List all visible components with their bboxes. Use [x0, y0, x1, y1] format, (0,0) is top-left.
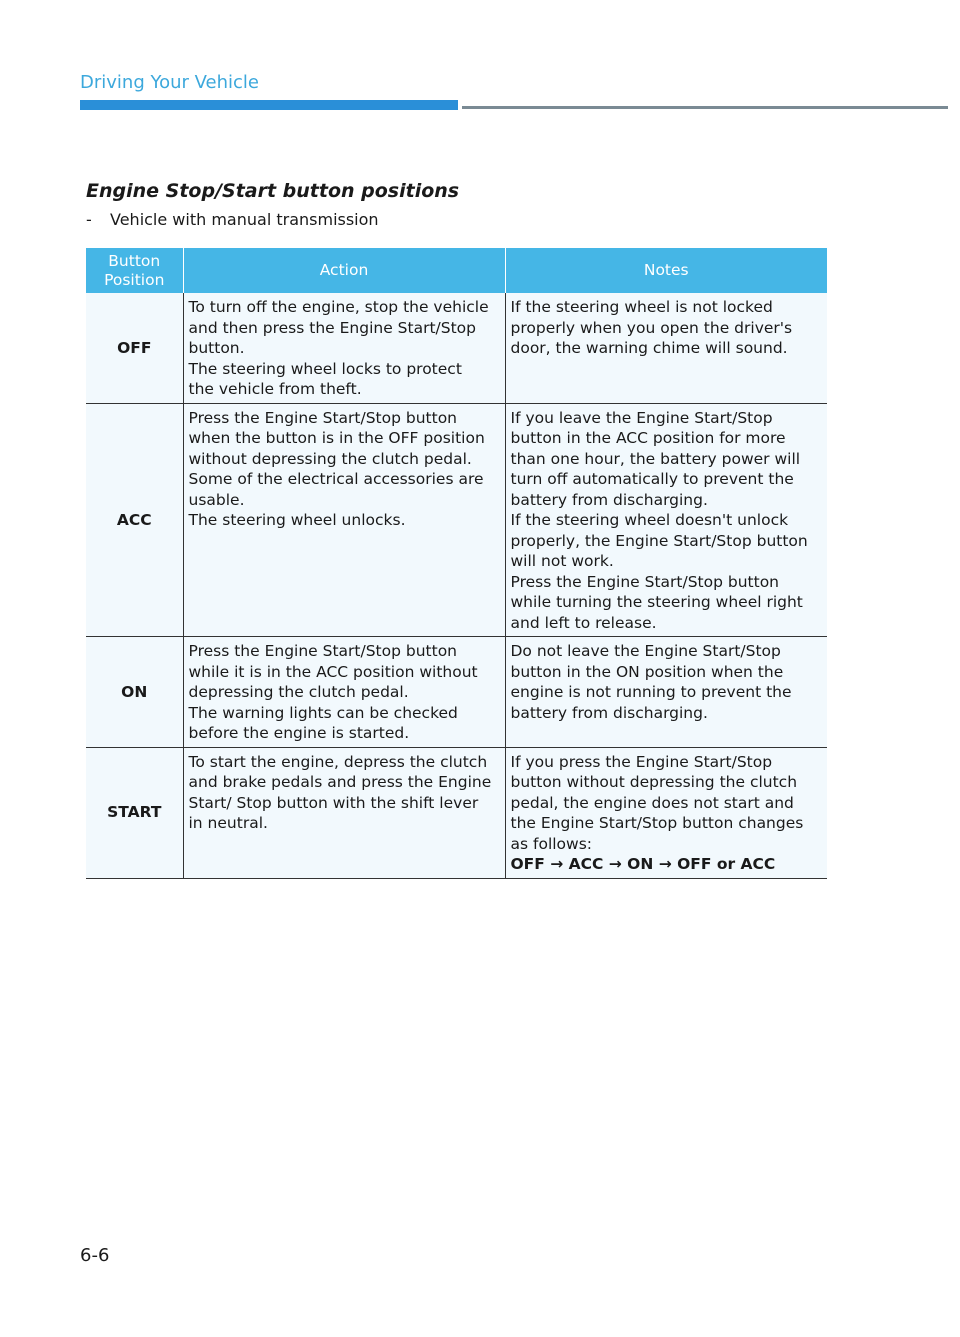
action-line: while it is in the ACC position without [188, 662, 478, 681]
notes-line: If you press the Engine Start/Stop [510, 752, 773, 771]
subline-text: Vehicle with manual transmission [110, 210, 379, 229]
cell-action [183, 637, 505, 748]
notes-line: properly when you open the driver's [510, 318, 793, 337]
action-line: in neutral. [188, 814, 268, 832]
action-line: The steering wheel locks to protect [188, 359, 462, 378]
table-header-row [86, 248, 827, 293]
header-rule-gray [462, 106, 948, 109]
notes-line: will not work. [510, 552, 614, 570]
notes-line: door, the warning chime will sound. [510, 339, 788, 357]
notes-line: button without depressing the clutch [510, 773, 798, 791]
cell-position: OFF [86, 293, 183, 403]
action-line: Press the Engine Start/Stop button [188, 408, 458, 427]
cell-notes [505, 637, 827, 748]
notes-line: while turning the steering wheel right [510, 593, 803, 611]
header-button-position [86, 248, 183, 293]
action-line: when the button is in the OFF position [188, 429, 485, 447]
notes-line: Press the Engine Start/Stop button [510, 572, 780, 591]
notes-line: than one hour, the battery power will [510, 449, 801, 468]
notes-line: as follows: [510, 834, 593, 853]
cell-position: ON [86, 637, 183, 748]
action-line: button. [188, 339, 245, 357]
notes-line: Do not leave the Engine Start/Stop [510, 642, 781, 660]
action-line: Press the Engine Start/Stop button [188, 642, 458, 660]
notes-line: button in the ACC position for more [510, 429, 786, 447]
action-line: and then press the Engine Start/Stop [188, 318, 476, 337]
cell-notes [505, 293, 827, 403]
cell-notes [505, 403, 827, 637]
action-line: before the engine is started. [188, 724, 410, 742]
action-line: Some of the electrical accessories are [188, 470, 484, 488]
header-notes: Notes [505, 248, 827, 293]
action-line: and brake pedals and press the Engine [188, 773, 492, 791]
subline-bullet: - [86, 210, 92, 229]
action-line: Start/ Stop button with the shift lever [188, 793, 479, 812]
header-rule-blue [80, 100, 458, 110]
header-action: Action [183, 248, 505, 293]
cell-notes [505, 747, 827, 878]
notes-line: turn off automatically to prevent the [510, 470, 794, 488]
notes-line: the Engine Start/Stop button changes [510, 814, 804, 832]
action-line: The steering wheel unlocks. [188, 511, 406, 529]
notes-line: If the steering wheel is not locked [510, 298, 773, 316]
notes-sequence: OFF → ACC → ON → OFF or ACC [510, 855, 776, 873]
notes-line: battery from discharging. [510, 490, 708, 509]
table-row [86, 747, 827, 878]
table-row [86, 403, 827, 637]
cell-action [183, 293, 505, 403]
notes-line: and left to release. [510, 613, 657, 632]
action-line: To start the engine, depress the clutch [188, 752, 488, 771]
action-line: the vehicle from theft. [188, 380, 362, 398]
table-row [86, 293, 827, 403]
notes-line: If the steering wheel doesn't unlock [510, 511, 789, 529]
notes-line: pedal, the engine does not start and [510, 793, 794, 812]
subline [86, 210, 379, 229]
cell-action [183, 747, 505, 878]
notes-line: If you leave the Engine Start/Stop [510, 408, 773, 427]
action-line: depressing the clutch pedal. [188, 683, 409, 701]
header-line: Position [104, 270, 165, 289]
notes-line: engine is not running to prevent the [510, 683, 792, 701]
header-line: Button [108, 251, 161, 270]
action-line: without depressing the clutch pedal. [188, 449, 472, 468]
notes-line: battery from discharging. [510, 703, 708, 722]
notes-line: properly, the Engine Start/Stop button [510, 531, 808, 550]
cell-position: START [86, 747, 183, 878]
action-line: The warning lights can be checked [188, 703, 458, 722]
page-heading: Engine Stop/Start button positions [86, 180, 460, 202]
action-line: To turn off the engine, stop the vehicle [188, 298, 489, 316]
notes-line: button in the ON position when the [510, 662, 784, 681]
cell-position: ACC [86, 403, 183, 637]
button-positions-table [86, 248, 827, 879]
action-line: usable. [188, 490, 245, 509]
cell-action [183, 403, 505, 637]
page-number: 6-6 [80, 1245, 110, 1266]
table-row [86, 637, 827, 748]
section-title: Driving Your Vehicle [80, 72, 259, 93]
